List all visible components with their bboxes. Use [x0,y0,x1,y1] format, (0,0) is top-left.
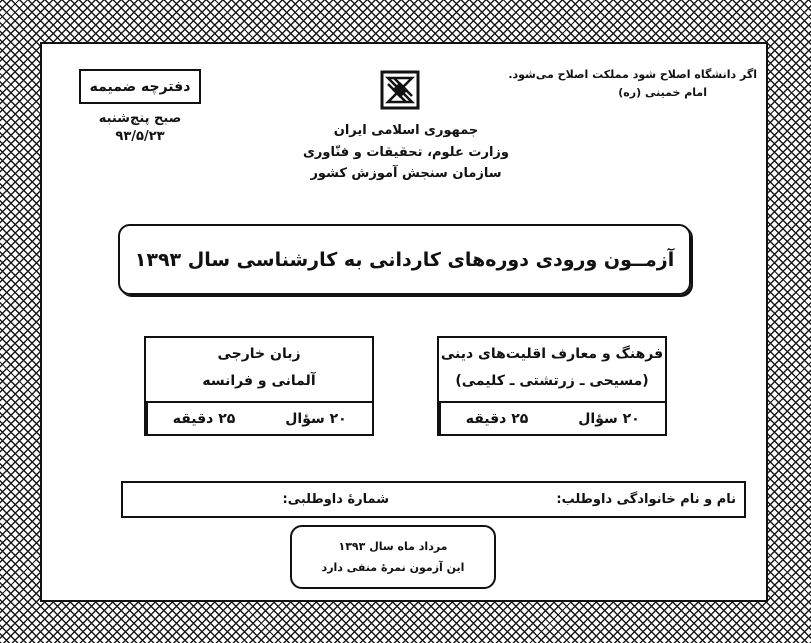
exam-date-box [290,525,496,589]
time-limit: ۲۵ دقیقه [146,403,260,434]
exam-schedule [72,110,208,146]
subject-box-foreign-language [144,336,374,436]
candidate-info-box [121,481,746,518]
ministry-name: وزارت علوم، تحقیقات و فنّاوری [303,144,509,160]
organization-header [256,120,556,185]
quote-block [457,66,757,102]
exam-title: آزمــون ورودی دوره‌های کاردانی به کارشناسی سال ۱۳۹۳ [134,248,675,271]
subject-stats-row [439,401,665,434]
exam-cover-page [40,42,768,602]
question-count: ۲۰ سؤال [285,410,347,427]
exam-date: ۹۳/۵/۲۳ [115,129,165,144]
university-emblem-icon [380,70,420,110]
subject-name: فرهنگ و معارف اقلیت‌های دینی [440,346,664,362]
negative-marking-note: این آزمون نمرهٔ منفی دارد [321,561,465,574]
organization-name: سازمان سنجش آموزش کشور [310,166,502,181]
time-limit: ۲۵ دقیقه [439,403,553,434]
candidate-name-field[interactable]: نام و نام خانوادگی داوطلب: [556,492,736,507]
supplement-label-box [79,69,201,104]
quote-author: امام خمینی (ره) [618,86,707,99]
subject-detail: (مسیحی ـ زرتشتی ـ کلیمی) [455,373,649,389]
exam-title-box [118,224,691,295]
subject-name: زبان خارجی [217,346,301,362]
supplement-label: دفترچه ضمیمه [89,78,191,95]
quote-text: اگر دانشگاه اصلاح شود مملکت اصلاح می‌شود. [508,68,757,81]
country-name: جمهوری اسلامی ایران [333,123,479,138]
exam-month: مرداد ماه سال ۱۳۹۳ [338,540,448,553]
subject-stats-row [146,401,372,434]
question-count: ۲۰ سؤال [578,410,640,427]
subject-box-religion [437,336,667,436]
exam-session: صبح پنج‌شنبه [98,111,182,126]
candidate-number-field[interactable]: شمارهٔ داوطلبی: [282,492,389,507]
subject-detail: آلمانی و فرانسه [202,373,316,389]
